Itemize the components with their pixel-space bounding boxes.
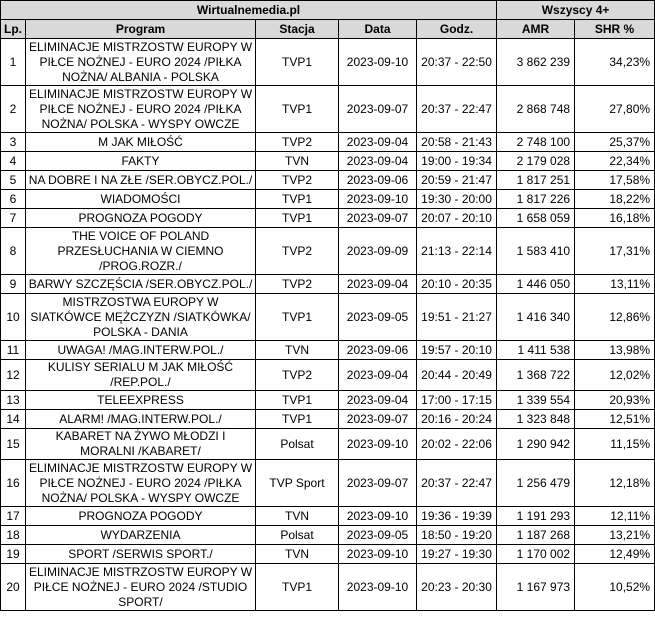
cell-data: 2023-09-09 <box>339 228 417 275</box>
cell-lp: 12 <box>1 360 26 391</box>
cell-stacja: TVP2 <box>256 133 339 152</box>
cell-lp: 19 <box>1 545 26 564</box>
cell-stacja: TVP2 <box>256 360 339 391</box>
cell-shr: 12,02% <box>575 360 655 391</box>
cell-stacja: TVP1 <box>256 86 339 133</box>
table-row <box>1 294 655 341</box>
cell-data: 2023-09-05 <box>339 526 417 545</box>
cell-amr: 1 290 942 <box>497 429 575 460</box>
cell-lp: 11 <box>1 341 26 360</box>
cell-lp: 15 <box>1 429 26 460</box>
table-title-row <box>1 1 655 20</box>
cell-godz: 19:27 - 19:30 <box>417 545 497 564</box>
cell-program: WIADOMOŚCI <box>26 190 256 209</box>
cell-godz: 20:44 - 20:49 <box>417 360 497 391</box>
cell-data: 2023-09-07 <box>339 410 417 429</box>
cell-godz: 20:37 - 22:50 <box>417 39 497 86</box>
cell-amr: 1 191 293 <box>497 507 575 526</box>
source-title: Wirtualnemedia.pl <box>1 1 497 20</box>
table-row <box>1 190 655 209</box>
cell-stacja: TVN <box>256 545 339 564</box>
cell-amr: 2 868 748 <box>497 86 575 133</box>
cell-program: PROGNOZA POGODY <box>26 507 256 526</box>
cell-program: FAKTY <box>26 152 256 171</box>
cell-stacja: TVP Sport <box>256 460 339 507</box>
cell-shr: 17,58% <box>575 171 655 190</box>
cell-shr: 12,18% <box>575 460 655 507</box>
cell-stacja: Polsat <box>256 429 339 460</box>
cell-stacja: TVN <box>256 341 339 360</box>
cell-shr: 25,37% <box>575 133 655 152</box>
cell-stacja: TVP1 <box>256 564 339 611</box>
cell-program: KULISY SERIALU M JAK MIŁOŚĆ /REP.POL./ <box>26 360 256 391</box>
cell-stacja: TVP1 <box>256 39 339 86</box>
cell-lp: 1 <box>1 39 26 86</box>
table-row <box>1 209 655 228</box>
cell-program: THE VOICE OF POLAND PRZESŁUCHANIA W CIEMNO /PROG.ROZR./ <box>26 228 256 275</box>
table-row <box>1 228 655 275</box>
cell-data: 2023-09-07 <box>339 86 417 133</box>
cell-program: ALARM! /MAG.INTERW.POL./ <box>26 410 256 429</box>
cell-stacja: TVP1 <box>256 391 339 410</box>
cell-amr: 1 368 722 <box>497 360 575 391</box>
cell-shr: 13,11% <box>575 275 655 294</box>
cell-amr: 1 416 340 <box>497 294 575 341</box>
cell-data: 2023-09-04 <box>339 152 417 171</box>
cell-stacja: TVP2 <box>256 275 339 294</box>
cell-shr: 12,86% <box>575 294 655 341</box>
cell-stacja: Polsat <box>256 526 339 545</box>
cell-program: NA DOBRE I NA ZŁE /SER.OBYCZ.POL./ <box>26 171 256 190</box>
audience-title: Wszyscy 4+ <box>497 1 655 20</box>
cell-amr: 1 411 538 <box>497 341 575 360</box>
cell-amr: 3 862 239 <box>497 39 575 86</box>
cell-amr: 2 748 100 <box>497 133 575 152</box>
cell-godz: 18:50 - 19:20 <box>417 526 497 545</box>
table-body <box>1 39 655 611</box>
cell-shr: 12,51% <box>575 410 655 429</box>
cell-program: M JAK MIŁOŚĆ <box>26 133 256 152</box>
cell-stacja: TVP1 <box>256 190 339 209</box>
cell-amr: 1 339 554 <box>497 391 575 410</box>
cell-godz: 20:23 - 20:30 <box>417 564 497 611</box>
cell-lp: 5 <box>1 171 26 190</box>
cell-amr: 1 187 268 <box>497 526 575 545</box>
table-row <box>1 133 655 152</box>
table-row <box>1 507 655 526</box>
cell-lp: 10 <box>1 294 26 341</box>
cell-data: 2023-09-10 <box>339 545 417 564</box>
cell-godz: 20:37 - 22:47 <box>417 460 497 507</box>
cell-shr: 20,93% <box>575 391 655 410</box>
cell-godz: 19:57 - 20:10 <box>417 341 497 360</box>
cell-godz: 19:36 - 19:39 <box>417 507 497 526</box>
table-row <box>1 152 655 171</box>
table-row <box>1 564 655 611</box>
cell-godz: 20:07 - 20:10 <box>417 209 497 228</box>
cell-stacja: TVN <box>256 507 339 526</box>
cell-amr: 1 583 410 <box>497 228 575 275</box>
cell-lp: 2 <box>1 86 26 133</box>
cell-lp: 17 <box>1 507 26 526</box>
col-header-program: Program <box>26 20 256 39</box>
cell-lp: 4 <box>1 152 26 171</box>
cell-data: 2023-09-10 <box>339 190 417 209</box>
table-row <box>1 391 655 410</box>
cell-program: MISTRZOSTWA EUROPY W SIATKÓWCE MĘŻCZYZN /SIATKÓWKA/ POLSKA - DANIA <box>26 294 256 341</box>
cell-lp: 20 <box>1 564 26 611</box>
table-row <box>1 275 655 294</box>
cell-data: 2023-09-10 <box>339 429 417 460</box>
table-row <box>1 39 655 86</box>
cell-program: ELIMINACJE MISTRZOSTW EUROPY W PIŁCE NOŻNEJ - EURO 2024 /STUDIO SPORT/ <box>26 564 256 611</box>
table-row <box>1 429 655 460</box>
cell-amr: 1 167 973 <box>497 564 575 611</box>
table-row <box>1 86 655 133</box>
cell-lp: 9 <box>1 275 26 294</box>
cell-program: ELIMINACJE MISTRZOSTW EUROPY W PIŁCE NOŻNEJ - EURO 2024 /PIŁKA NOŻNA/ POLSKA - WYSPY OWCZE <box>26 86 256 133</box>
cell-program: KABARET NA ŻYWO MŁODZI I MORALNI /KABARET/ <box>26 429 256 460</box>
cell-amr: 1 817 226 <box>497 190 575 209</box>
cell-shr: 11,15% <box>575 429 655 460</box>
col-header-shr: SHR % <box>575 20 655 39</box>
cell-data: 2023-09-06 <box>339 341 417 360</box>
cell-godz: 20:58 - 21:43 <box>417 133 497 152</box>
cell-program: ELIMINACJE MISTRZOSTW EUROPY W PIŁCE NOŻNEJ - EURO 2024 /PIŁKA NOŻNA/ ALBANIA - POLSKA <box>26 39 256 86</box>
cell-stacja: TVP1 <box>256 410 339 429</box>
table-row <box>1 360 655 391</box>
cell-godz: 19:30 - 20:00 <box>417 190 497 209</box>
cell-data: 2023-09-04 <box>339 391 417 410</box>
table-row <box>1 171 655 190</box>
cell-data: 2023-09-10 <box>339 507 417 526</box>
cell-godz: 19:51 - 21:27 <box>417 294 497 341</box>
cell-lp: 8 <box>1 228 26 275</box>
cell-data: 2023-09-10 <box>339 564 417 611</box>
cell-godz: 21:13 - 22:14 <box>417 228 497 275</box>
col-header-godz: Godz. <box>417 20 497 39</box>
cell-lp: 3 <box>1 133 26 152</box>
cell-amr: 1 446 050 <box>497 275 575 294</box>
cell-amr: 1 170 002 <box>497 545 575 564</box>
cell-lp: 14 <box>1 410 26 429</box>
cell-data: 2023-09-06 <box>339 171 417 190</box>
cell-stacja: TVN <box>256 152 339 171</box>
cell-godz: 20:37 - 22:47 <box>417 86 497 133</box>
cell-amr: 1 256 479 <box>497 460 575 507</box>
cell-lp: 7 <box>1 209 26 228</box>
cell-data: 2023-09-05 <box>339 294 417 341</box>
col-header-amr: AMR <box>497 20 575 39</box>
cell-shr: 34,23% <box>575 39 655 86</box>
cell-shr: 12,49% <box>575 545 655 564</box>
cell-data: 2023-09-07 <box>339 209 417 228</box>
cell-godz: 20:02 - 22:06 <box>417 429 497 460</box>
col-header-data: Data <box>339 20 417 39</box>
cell-godz: 20:16 - 20:24 <box>417 410 497 429</box>
cell-data: 2023-09-10 <box>339 39 417 86</box>
table-row <box>1 410 655 429</box>
table-row <box>1 341 655 360</box>
cell-lp: 16 <box>1 460 26 507</box>
cell-godz: 20:10 - 20:35 <box>417 275 497 294</box>
cell-shr: 16,18% <box>575 209 655 228</box>
column-header-row <box>1 20 655 39</box>
table-row <box>1 460 655 507</box>
cell-program: PROGNOZA POGODY <box>26 209 256 228</box>
cell-program: BARWY SZCZĘŚCIA /SER.OBYCZ.POL./ <box>26 275 256 294</box>
cell-stacja: TVP2 <box>256 228 339 275</box>
cell-amr: 2 179 028 <box>497 152 575 171</box>
cell-shr: 17,31% <box>575 228 655 275</box>
cell-program: UWAGA! /MAG.INTERW.POL./ <box>26 341 256 360</box>
cell-program: SPORT /SERWIS SPORT./ <box>26 545 256 564</box>
table-row <box>1 545 655 564</box>
cell-shr: 27,80% <box>575 86 655 133</box>
cell-data: 2023-09-04 <box>339 360 417 391</box>
cell-shr: 13,98% <box>575 341 655 360</box>
col-header-lp: Lp. <box>1 20 26 39</box>
cell-lp: 18 <box>1 526 26 545</box>
cell-godz: 20:59 - 21:47 <box>417 171 497 190</box>
cell-data: 2023-09-07 <box>339 460 417 507</box>
cell-shr: 22,34% <box>575 152 655 171</box>
cell-stacja: TVP1 <box>256 209 339 228</box>
cell-shr: 18,22% <box>575 190 655 209</box>
cell-godz: 19:00 - 19:34 <box>417 152 497 171</box>
cell-godz: 17:00 - 17:15 <box>417 391 497 410</box>
cell-stacja: TVP1 <box>256 294 339 341</box>
cell-stacja: TVP2 <box>256 171 339 190</box>
cell-lp: 13 <box>1 391 26 410</box>
cell-program: WYDARZENIA <box>26 526 256 545</box>
cell-shr: 12,11% <box>575 507 655 526</box>
cell-program: ELIMINACJE MISTRZOSTW EUROPY W PIŁCE NOŻNEJ - EURO 2024 /PIŁKA NOŻNA/ POLSKA - WYSPY OWCZE <box>26 460 256 507</box>
cell-lp: 6 <box>1 190 26 209</box>
table-row <box>1 526 655 545</box>
cell-data: 2023-09-04 <box>339 133 417 152</box>
col-header-stacja: Stacja <box>256 20 339 39</box>
cell-amr: 1 658 059 <box>497 209 575 228</box>
cell-program: TELEEXPRESS <box>26 391 256 410</box>
cell-shr: 13,21% <box>575 526 655 545</box>
cell-shr: 10,52% <box>575 564 655 611</box>
cell-data: 2023-09-04 <box>339 275 417 294</box>
cell-amr: 1 323 848 <box>497 410 575 429</box>
cell-amr: 1 817 251 <box>497 171 575 190</box>
